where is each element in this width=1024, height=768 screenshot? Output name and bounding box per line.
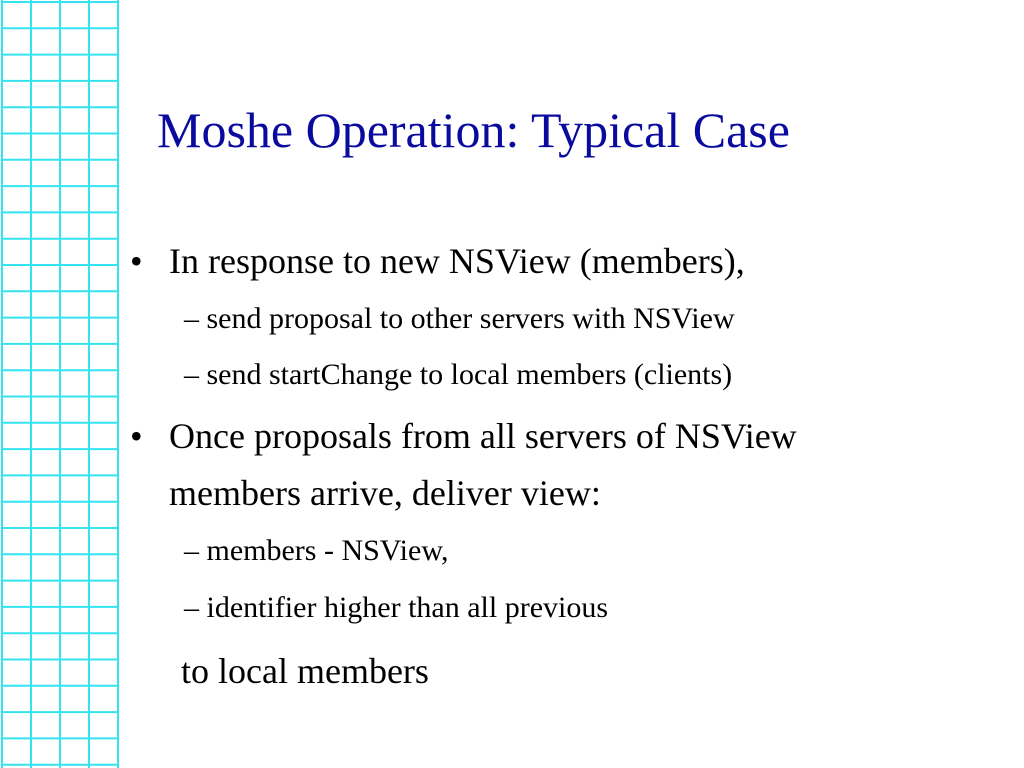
closing-line: to local members [181, 651, 429, 691]
bullet-item-2: Once proposals from all servers of NSView [169, 416, 797, 456]
bullet-item-1: In response to new NSView (members), [169, 241, 745, 281]
bullet-icon: • [130, 416, 143, 456]
sub-item-3: – members - NSView, [184, 534, 449, 567]
sub-item-2: – send startChange to local members (clients) [184, 358, 733, 391]
sub-item-1: – send proposal to other servers with NSView [184, 302, 735, 335]
bullet-icon: • [130, 241, 143, 281]
slide-title: Moshe Operation: Typical Case [157, 102, 790, 158]
bullet-item-2-continued: members arrive, deliver view: [169, 473, 601, 513]
sub-item-4: – identifier higher than all previous [184, 591, 609, 624]
